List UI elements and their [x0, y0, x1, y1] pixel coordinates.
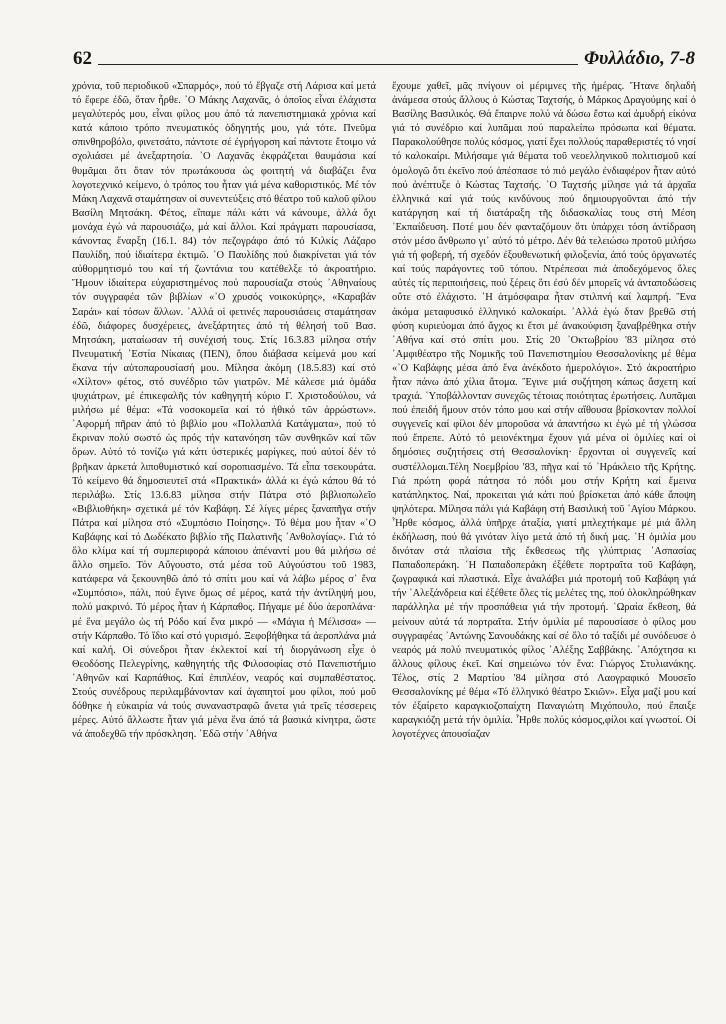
page-header: [73, 38, 695, 68]
header-rule: [98, 64, 578, 65]
running-title: Φυλλάδιο, 7-8: [583, 48, 695, 69]
left-column: [72, 80, 376, 742]
page-number: 62: [73, 48, 92, 69]
left-column-text: χρόνια, τοῦ περιοδικοῦ «Σπαρμός», πού τό ἔβγαζε στή Λάρισα καί μετά τό ἔφερε ἐδῶ, ὅταν ἦρθε. ᾿Ο Μάκης Λαχανᾶς, ὁ ὁποῖος εἶναι ἐλάχιστα μεγαλύτερός μου, εἶναι φίλος μου ἀπό τά πανεπιστημιακά χρόνια καί κατά κάποιο τρόπο πνευματικός ὁδηγητής μου, γιά τότε. Πνεῦμα σπινθηροβόλο, φινετσάτο, πάντοτε σέ ἐγρήγορση καί πάντοτε ἕτοιμο νά σχολιάσει μέ ἀνεξαρτησία. ᾿Ο Λαχανᾶς ἐκφράζεται θαυμάσια καί θυμᾶμαι ὅτι ὅταν τόν πρωτάκουσα ὡς φοιτητή νά διαβάζει ἕνα λογοτεχνικό κείμενο, ὁ τρόπος του ἦταν γιά μένα καθοριστικός. Μέ τόν Μάκη Λαχανᾶ σταμάτησαν οἱ συνεντεύξεις στό θέατρο τοῦ καλοῦ φίλου Βασίλη Μητσάκη. Φέτος, εἴπαμε πάλι κάτι νά κάνουμε, ἀλλά ὅχι μονάχα ἐγώ νά παρουσιάζω, μά καί ἄλλοι. Καί πράγματι παρουσίασα, κάνοντας ἔναρξη (16.1. 84) τόν πεζογράφο ἀπό τό Κιλκίς Λάζαρο Παυλίδη, πού ἰδιαίτερα ἐκτιμῶ. ᾿Ο Παυλίδης πού διακρίνεται γιά τόν αὐθορμητισμό του καί τή ζωντάνια του κατέθελξε τό ἀκροατήριο. Ἤμουν ἰδιαίτερα εὐχαριστημένος πού παρουσίαζα στούς ᾿Αθηναίους τόν συγγραφέα τῶν βιβλίων «᾿Ο χρυσός νοικοκύρης», «Καραβάν Σαράι» καί τόσων ἄλλων. ᾿Αλλά οἱ φετινές παρουσιάσεις σταμάτησαν ἐδῶ, διάφορες δυσχέρειες, ἀνεξάρτητες ἀπό τή θέλησή τοῦ Βασ. Μητσάκη, ματαίωσαν τή συνέχισή τους. Στίς 16.3.83 μίλησα στήν Πνευματική ᾿Εστία Νίκαιας (ΠΕΝ), ὅπου διάβασα κείμενά μου καί ἔκανα τήν αὐτοπαρουσίασή μου. Μίλησα ἀκόμη (18.5.83) καί στό «Χίλτον» φέτος, στό συνέδριο τῶν γιατρῶν. Μέ κάλεσε μιά ὁμάδα ψυχιάτρων, μέ ἐπικεφαλῆς τόν καθηγητή κύριο Γ. Χριστοδούλου, νά μιλήσω μέ θέμα: «Τά νοσοκομεῖα καί τό ἠθικό τῶν ἀρρώστων». ᾿Αφορμή πῆραν ἀπό τό βιβλίο μου «Πολλαπλά Κατάγματα», πού τό ἔκριναν πολύ σωστό ὡς πρός τήν κατανόηση τῶν συνθηκῶν καί τῶν ὅρων. Αὐτό τό τονίζω γιά κάτι ὑστερικές μαρίγκες, πού αὐτοί δέν τό βρῆκαν ἀρκετά λιποθυμιστικό καί σοροπιασμένο. Τά εἶπα τσεκουράτα. Τό κείμενο θά δημοσιευτεῖ στά «Πρακτικά» ἀλλά κι ἐγώ κάπου θά τό περιλάβω. Στίς 13.6.83 μίλησα στήν Πάτρα στό βιβλιοπωλεῖο «Βιβλιοθήκη» σχετικά μέ τόν Καβάφη. Σέ λίγες μέρες ξαναπῆγα στήν Πάτρα καί μίλησα στό «Συμπόσιο Ποίησης». Τό θέμα μου ἦταν «᾿Ο Καβάφης καί τό Δωδέκατο βιβλίο τῆς Παλατινῆς ᾿Ανθολογίας». Γιά τό ὅλο κλίμα καί τή συμπεριφορά κάποιου ἀπέναντί μου θά μιλήσω σέ ἄλλο σημεῖο. Τόν Αὔγουστο, στά μέσα τοῦ Αὐγούστου τοῦ 1983, κατάφερα νά ξεκουνηθῶ ἀπό τό σπίτι μου καί νά λάβω μέρος σ᾿ ἕνα «Συμπόσιο», πάλι, πού ἔγινε ὅμως σέ μέρος, κατά τήν ἀντίληψή μου, πολύ μακρινό. Τό μέρος ἦταν ἡ Κάρπαθος. Πήγαμε μέ δύο ἀεροπλάνα· μέ ἕνα μεγάλο ὡς τή Ρόδο καί ἕνα μικρό — «Μάγια ἡ Μέλισσα» — στήν Κάρπαθο. Τό ἴδιο καί στό γυρισμό. Ξεφοβήθηκα τά ἀεροπλάνα μιά καί καλή. Οἱ σύνεδροι ἦταν ἐκλεκτοί καί τή διοργάνωση εἶχε ὁ Θεοδόσης Πελεγρίνης, καθηγητής τῆς Φιλοσοφίας στό Πανεπιστήμιο ᾿Αθηνῶν καί Καρπάθιος. Καί ἐπιπλέον, νεαρός καί συμπαθέστατος. Στούς συνέδρους περιλαμβάνονταν καί ἀγαπητοί μου φίλοι, πού μοῦ δόθηκε ἡ εὐκαιρία νά τούς συναναστραφῶ ἄνετα γιά τρεῖς τέσσερεις μέρες. Αὐτό ἄλλωστε ἦταν γιά μένα ἕνα ἀπό τά βασικά κίνητρα, ὥστε νά ἀποδεχθῶ τήν πρόσκληση. ᾿Εδῶ στήν ᾿Αθήνα: [72, 81, 376, 741]
right-column-text: ἔχουμε χαθεῖ, μᾶς πνίγουν οἱ μέριμνες τῆς ἡμέρας. Ἤτανε δηλαδή ἀνάμεσα στούς ἄλλους ὁ Κώστας Ταχτσής, ὁ Μάρκος Δραγούμης καί ὁ Βασίλης Βασιλικός. Θά ἔπαιρνε πολύ νά δώσω ἔστω καί ἀμυδρή εἰκόνα γιά τό συνέδριο καί λυπᾶμαι πού παραλείπω πρόσωπα καί θέματα. Παρακολούθησε πολύς κόσμος, γιατί ἔχει πολλούς παραθεριστές τό νησί τό καλοκαίρι. Μιλήσαμε γιά θέματα τοῦ νεοελληνικοῦ πολιτισμοῦ καί ὁμολογῶ ὅτι ἐκεῖνο πού ἀπέσπασε τό πιό μεγάλο ἐνδιαφέρον ἦταν αὐτό πού ἀνέπτυξε ὁ Κώστας Ταχτσής. ᾿Ο Ταχτσής μίλησε γιά τά ἀρχαῖα ἑλληνικά καί γιά τούς κινδύνους πού δημιουργοῦνται ἀπό τήν κατάργηση καί τή διατάραξη τῆς διδασκαλίας τους στή Μέση ᾿Εκπαίδευση. Ποτέ μου δέν φανταζόμουν ὅτι ὑπάρχει τόση ἀντίδραση στόν μέσο ἄνθρωπο γι᾿ αὐτό τό μέτρο. Δέν θά τελειώσω προτοῦ μιλήσω γιά τή φοβερή, τή σχεδόν ἐξουθενωτική φιλοξενία, ἀπό τούς ὀργανωτές καί τούς παράγοντες τοῦ τόπου. Ντρέπεσαι πιά ἀποδεχόμενος ὅλες αὐτές τίς περιποιήσεις, πού ξέρεις ὅτι ἐσύ δέν μπορεῖς νά ἀνταποδώσεις οὔτε στό ἐλάχιστο. ῾Η ἀτμόσφαιρα ἦταν στιλπνή καί λαμπρή. Ἕνα ἀκόμα μεταφυσικό ἑλληνικό καλοκαίρι. ᾿Αλλά ἐγώ δταν βρεθῶ στή φύση κυριεύομαι ἀπό ἄγχος κι ἔτσι μέ ἀνακούφιση ξαναβρέθηκα στήν ᾿Αθήνα καί στό σπίτι μου. Στίς 20 ᾿Οκτωβρίου '83 μίλησα στό ᾿Αμφιθέατρο τῆς Νομικῆς τοῦ Πανεπιστημίου Θεσσαλονίκης μέ θέμα «᾿Ο Καβάφης μέσα ἀπό ἕνα ἀνέκδοτο ἡμερολόγιο». Στό ἀκροατήριο ἦταν πάνω ἀπό χίλια ἄτομα. Ἔγινε μιά συζήτηση κάπως ἄσχετη καί τραχιά. ῾Υποβάλλονταν συνεχῶς τέτοιας ποιότητας ἐρωτήσεις. Λυπᾶμαι πού ἐπειδή ἤμουν στόν τόπο μου καί στήν αἴθουσα βρίσκονταν πολλοί συγγενεῖς καί φίλοι δέν μποροῦσα νά ἀπαντήσω κι ἐγώ μέ τή γλώσσα πού ἔπρεπε. Αὐτό τό μειονέκτημα ἔχουν γιά μένα οἱ ὁμιλίες καί οἱ δημόσιες συζητήσεις στή Θεσσαλονίκη· ἔρχονται οἱ συγγενεῖς καί συστέλλομαι.Τέλη Νοεμβρίου '83, πῆγα καί τό ᾿Ηράκλειο τῆς Κρήτης. Γιά πρώτη φορά πάτησα τό πόδι μου στήν Κρήτη καί ἔμεινα κατάπληκτος. Ναί, προκειται γιά κάτι πού βρίσκεται ἀπό κάθε ἄποψη ψηλότερα. Μίλησα πάλι γιά Καβάφη στή Βασιλική τοῦ ῾Αγίου Μάρκου. Ἦρθε κόσμος, ἀλλά ὑπῆρχε ἀταξία, γιατί μπλεχτήκαμε μέ μιά ἄλλη ἐκδήλωση, πού θά γινόταν λίγο μετά ἀπό τή δική μας. ῾Η ὁμιλία μου δινόταν στά πλαίσια τῆς ἔκθεσεως τῆς γλύπτριας ᾿Ασπασίας Παπαδοπεράκη. ῾Η Παπαδοπεράκη ἐξέθετε πορτραῖτα τοῦ Καβάφη, ζωγραφικά καί πλαστικά. Εἶχε ἀναλάβει μιά προτομή τοῦ Καβάφη γιά τήν ᾿Αλεξάνδρεια καί ἐξέθετε ὅλες τίς μελέτες της, πού ὁλοκληρώθηκαν παράλληλα μέ τήν προσπάθεια γιά τήν προτομή. ῾Ωραία ἔκθεση, θά μείνουν αὐτά τά πορτραῖτα. Στήν ὁμιλία μέ παρουσίασε ὁ φίλος μου συγγραφέας ᾿Αντώνης Σανουδάκης καί σέ ὅλο τό ταξίδι μέ συνόδευσε ὁ νεαρός μά πολύ πνευματικός φίλος ᾿Αλέξης Σαββάκης. ᾿Απόχτησα κι ἄλλους φίλους ἐκεῖ. Καί σημειώνω τόν ἕνα: Γιώργος Στυλιανάκης. Τέλος, στίς 2 Μαρτίου '84 μίλησα στό Λαογραφικό Μουσεῖο Θεσσαλονίκης μέ θέμα «Τό ἑλληνικό θέατρο Σκιῶν». Εἶχα μαζί μου καί τόν ἐξαίρετο καραγκιοζοπαίχτη Παναγιώτη Μιχόπουλο, πού ἔπαιξε καραγκιόζη μετά τήν ὁμιλία. Ἦρθε πολύς κόσμος,φίλοι καί γνωστοί. Οἱ λογοτέχνες ἀπουσίαζαν: [392, 81, 696, 741]
right-column: [392, 80, 696, 742]
